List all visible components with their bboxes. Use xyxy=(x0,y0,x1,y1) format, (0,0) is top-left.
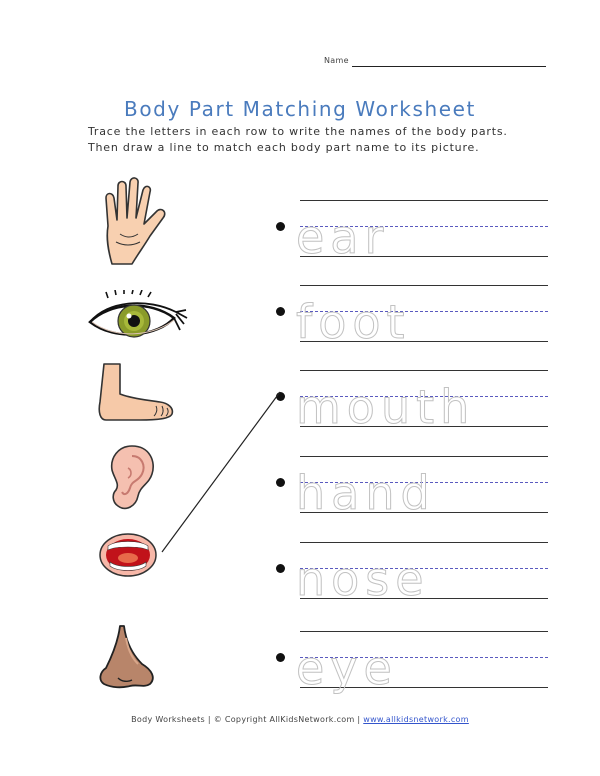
match-dot[interactable] xyxy=(276,653,285,662)
name-label: Name xyxy=(324,56,349,65)
footer-link[interactable]: www.allkidsnetwork.com xyxy=(363,715,469,724)
nose-icon xyxy=(98,624,158,690)
foot-icon xyxy=(96,362,176,422)
hand-icon xyxy=(98,176,170,268)
trace-word[interactable]: foot xyxy=(296,295,411,349)
footer-text: Body Worksheets xyxy=(131,715,206,724)
guide-line-top xyxy=(300,285,548,286)
mouth-icon xyxy=(98,532,158,578)
trace-word[interactable]: eye xyxy=(296,641,398,695)
trace-row xyxy=(274,438,554,528)
name-field[interactable] xyxy=(324,56,524,70)
match-dot[interactable] xyxy=(276,392,285,401)
guide-line-top xyxy=(300,542,548,543)
guide-line-top xyxy=(300,456,548,457)
eye-icon xyxy=(88,290,188,350)
trace-word[interactable]: nose xyxy=(296,552,430,606)
trace-word[interactable]: hand xyxy=(296,466,436,520)
ear-icon xyxy=(106,444,158,512)
name-underline xyxy=(352,66,546,67)
match-dot[interactable] xyxy=(276,307,285,316)
match-dot[interactable] xyxy=(276,478,285,487)
trace-row xyxy=(274,267,554,357)
guide-line-top xyxy=(300,200,548,201)
trace-row xyxy=(274,524,554,614)
trace-word[interactable]: mouth xyxy=(296,380,476,434)
trace-row xyxy=(274,352,554,442)
page-title: Body Part Matching Worksheet xyxy=(124,97,476,122)
guide-line-top xyxy=(300,631,548,632)
match-dot[interactable] xyxy=(276,222,285,231)
trace-row xyxy=(274,613,554,703)
instruction-line-2: Then draw a line to match each body part name to its picture. xyxy=(88,141,480,154)
match-dot[interactable] xyxy=(276,564,285,573)
pictures-column xyxy=(0,0,200,776)
footer-copyright: | © Copyright AllKidsNetwork.com | xyxy=(205,715,364,724)
footer xyxy=(0,715,600,724)
guide-line-top xyxy=(300,370,548,371)
instruction-line-1: Trace the letters in each row to write the names of the body parts. xyxy=(88,125,508,138)
trace-row xyxy=(274,182,554,272)
trace-word[interactable]: ear xyxy=(296,210,390,264)
